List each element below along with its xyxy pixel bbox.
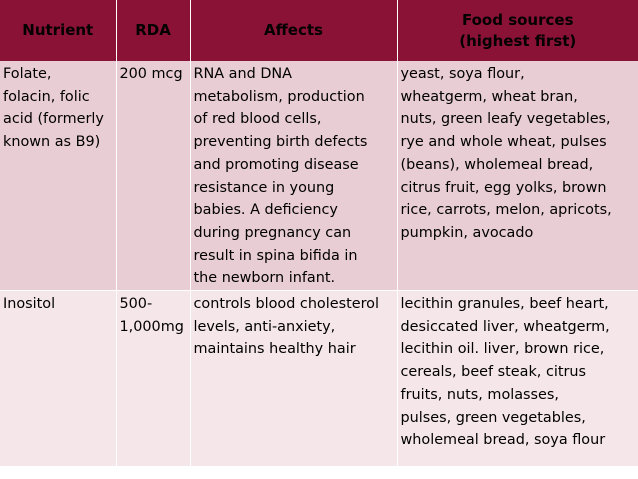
- cell-nutrient: [0, 61, 116, 291]
- cell-line: rice, carrots, melon, apricots,: [400, 202, 612, 219]
- cell-nutrient: [0, 291, 116, 467]
- header-row: [0, 0, 638, 61]
- cell-line: maintains healthy hair: [193, 341, 356, 358]
- cell-line: lecithin granules, beef heart,: [400, 296, 609, 313]
- cell-line: RDA: [135, 21, 171, 39]
- cell-line: nuts, green leafy vegetables,: [400, 111, 611, 128]
- cell-affects: [190, 291, 397, 467]
- cell-line: controls blood cholesterol: [193, 296, 379, 313]
- cell-line: 200 mcg: [119, 66, 183, 82]
- cell-food-sources: [397, 291, 638, 467]
- cell-rda: [116, 291, 190, 467]
- cell-line: Affects: [264, 21, 323, 39]
- cell-line: pulses, green vegetables,: [400, 409, 586, 426]
- header-rda: [116, 0, 190, 61]
- header-nutrient: [0, 0, 116, 61]
- cell-line: wholemeal bread, soya flour: [400, 432, 606, 449]
- cell-line: babies. A deficiency: [193, 202, 338, 219]
- cell-line: resistance in young: [193, 179, 335, 196]
- cell-line: Food sources: [461, 10, 574, 29]
- cell-line: desiccated liver, wheatgerm,: [400, 318, 610, 335]
- header-food-sources: [397, 0, 638, 61]
- table-row: [0, 291, 638, 467]
- cell-line: yeast, soya flour,: [400, 66, 525, 82]
- cell-rda: [116, 61, 190, 291]
- cell-line: Inositol: [3, 296, 56, 313]
- cell-line: folacin, folic: [3, 88, 90, 105]
- cell-line: and promoting disease: [193, 156, 359, 173]
- cell-food-sources: [397, 61, 638, 291]
- cell-line: acid (formerly: [3, 111, 104, 128]
- cell-line: of red blood cells,: [193, 111, 322, 128]
- cell-line: Nutrient: [22, 21, 94, 39]
- cell-line: pumpkin, avocado: [400, 224, 534, 241]
- cell-line: levels, anti-anxiety,: [193, 318, 336, 335]
- header-affects: [190, 0, 397, 61]
- cell-line: RNA and DNA: [193, 66, 293, 82]
- cell-line: (beans), wholemeal bread,: [400, 156, 594, 173]
- cell-line: lecithin oil. liver, brown rice,: [400, 341, 605, 358]
- cell-line: known as B9): [3, 134, 101, 151]
- cell-line: 1,000mg: [119, 318, 184, 335]
- cell-line: preventing birth defects: [193, 134, 368, 151]
- cell-affects: [190, 61, 397, 291]
- cell-line: metabolism, production: [193, 88, 365, 105]
- cell-line: cereals, beef steak, citrus: [400, 364, 587, 381]
- cell-line: rye and whole wheat, pulses: [400, 134, 607, 151]
- cell-line: the newborn infant.: [193, 270, 336, 287]
- cell-line: 500-: [119, 296, 153, 313]
- cell-line: citrus fruit, egg yolks, brown: [400, 179, 607, 196]
- cell-line: result in spina bifida in: [193, 247, 358, 264]
- cell-line: fruits, nuts, molasses,: [400, 386, 559, 403]
- cell-line: Folate,: [3, 66, 52, 82]
- cell-line: wheatgerm, wheat bran,: [400, 88, 578, 105]
- cell-line: during pregnancy can: [193, 224, 352, 241]
- cell-line: (highest first): [459, 31, 577, 50]
- table-row: [0, 61, 638, 291]
